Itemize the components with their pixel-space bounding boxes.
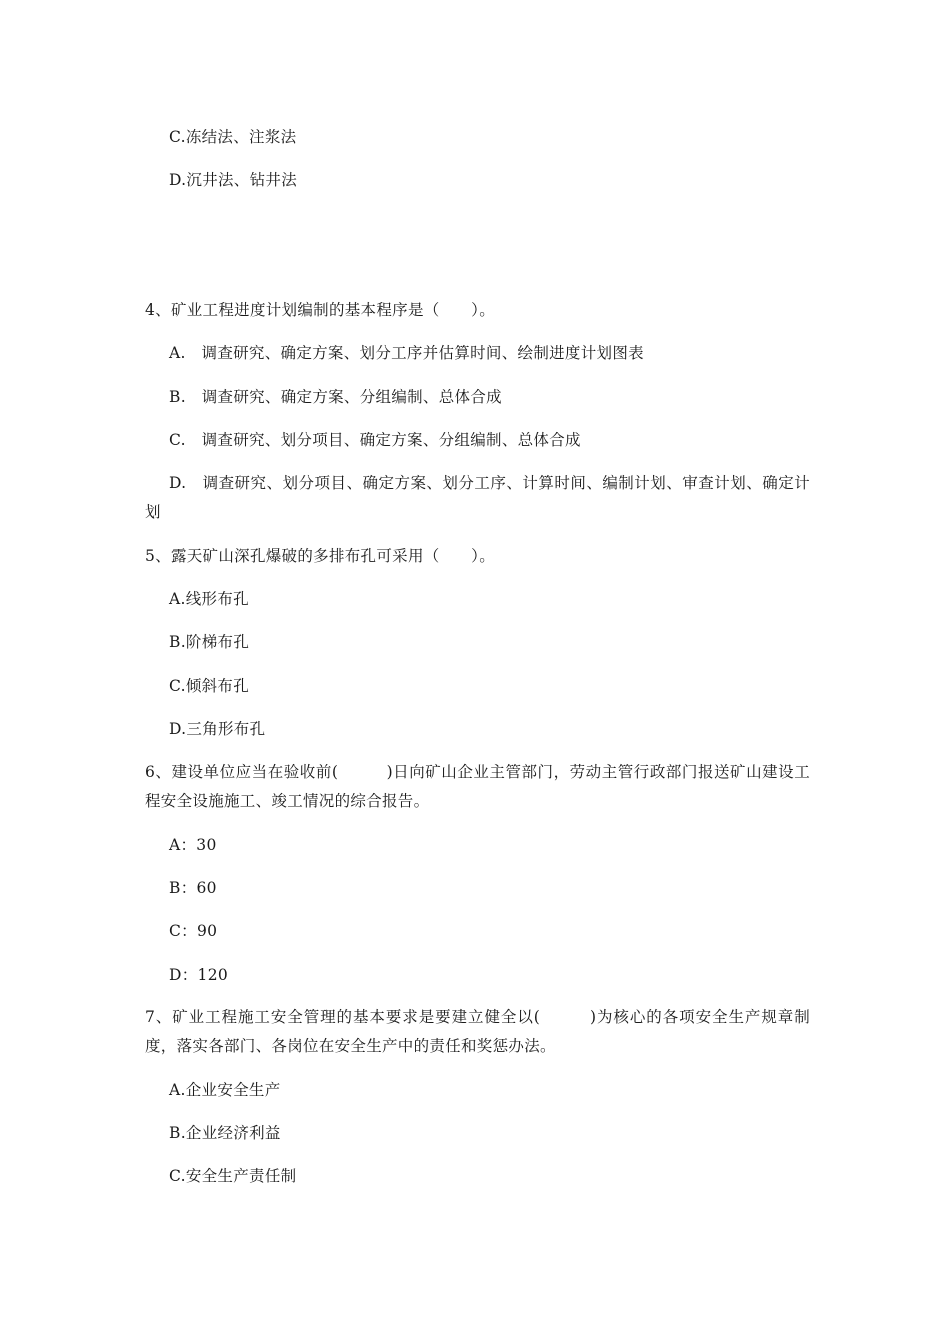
prev-option-c: C.冻结法、注浆法 — [169, 128, 297, 146]
prev-option-d: D.沉井法、钻井法 — [169, 171, 298, 189]
question-5-option-d: D.三角形布孔 — [169, 720, 266, 738]
question-7-option-c: C.安全生产责任制 — [169, 1167, 297, 1185]
question-6-option-d: D：120 — [169, 966, 229, 984]
question-4-option-b: B. 调查研究、确定方案、分组编制、总体合成 — [169, 388, 502, 406]
question-4-option-c: C. 调查研究、划分项目、确定方案、分组编制、总体合成 — [169, 431, 581, 449]
question-5-stem: 5、露天矿山深孔爆破的多排布孔可采用（ ）。 — [145, 547, 496, 565]
question-6-stem: 6、建设单位应当在验收前( )日向矿山企业主管部门，劳动主管行政部门报送矿山建设工程安全设施施工、竣工情况的综合报告。 — [145, 763, 810, 810]
question-7-option-a: A.企业安全生产 — [169, 1081, 281, 1099]
question-4-option-a: A. 调查研究、确定方案、划分工序并估算时间、绘制进度计划图表 — [169, 344, 644, 362]
question-5-option-c: C.倾斜布孔 — [169, 677, 250, 695]
question-7-option-b: B.企业经济利益 — [169, 1124, 281, 1142]
question-5-option-b: B.阶梯布孔 — [169, 633, 250, 651]
question-6-option-c: C：90 — [169, 922, 218, 940]
question-7-stem: 7、矿业工程施工安全管理的基本要求是要建立健全以( )为核心的各项安全生产规章制度，落实各部门、各岗位在安全生产中的责任和奖惩办法。 — [145, 1008, 810, 1055]
question-6-option-a: A：30 — [169, 836, 217, 854]
question-5-option-a: A.线形布孔 — [169, 590, 249, 608]
question-6-option-b: B：60 — [169, 879, 217, 897]
question-4-option-d: D. 调查研究、划分项目、确定方案、划分工序、计算时间、编制计划、审查计划、确定计划 — [145, 474, 810, 521]
question-4-stem: 4、矿业工程进度计划编制的基本程序是（ ）。 — [145, 301, 496, 319]
